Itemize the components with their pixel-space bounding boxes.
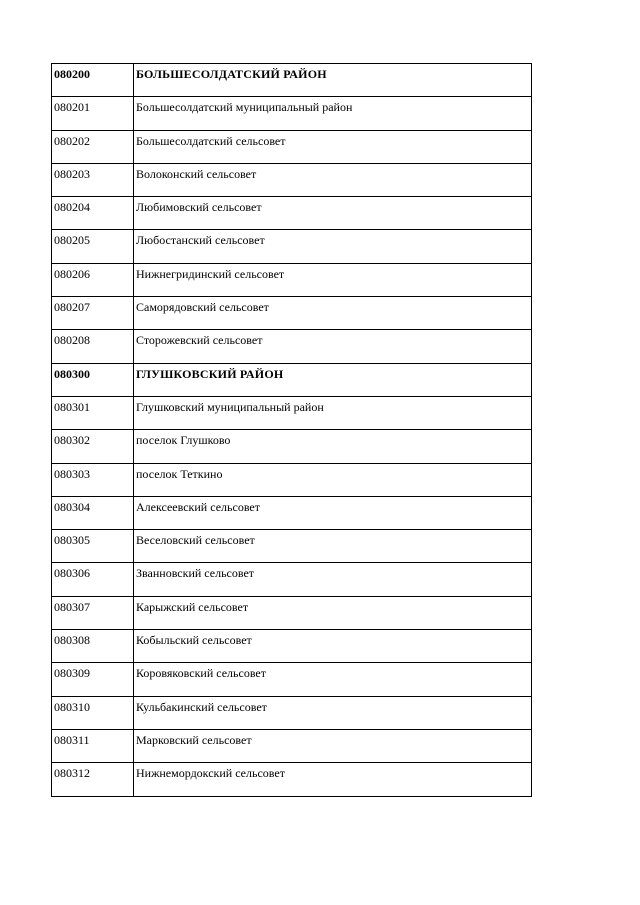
code-text: 080301 (54, 399, 90, 414)
code-text: 080202 (54, 133, 90, 148)
code-text: 080305 (54, 533, 90, 548)
code-cell (52, 729, 134, 762)
code-cell (52, 197, 134, 230)
table-row (52, 763, 532, 796)
table-row (52, 163, 532, 196)
code-text: 080303 (54, 466, 90, 481)
code-cell (52, 396, 134, 429)
name-text: поселок Глушково (136, 433, 231, 448)
name-cell (134, 263, 532, 296)
name-cell (134, 430, 532, 463)
name-cell (134, 363, 532, 396)
name-cell (134, 163, 532, 196)
name-text: Марковский сельсовет (136, 732, 252, 747)
section-header-row (52, 64, 532, 97)
name-cell (134, 696, 532, 729)
table-row (52, 263, 532, 296)
code-cell (52, 630, 134, 663)
name-text: Сторожевский сельсовет (136, 333, 263, 348)
name-text: Веселовский сельсовет (136, 533, 255, 548)
name-cell (134, 563, 532, 596)
code-cell (52, 563, 134, 596)
name-cell (134, 663, 532, 696)
code-cell (52, 330, 134, 363)
table-row (52, 696, 532, 729)
name-text: Большесолдатский муниципальный район (136, 100, 353, 115)
code-text: 080200 (54, 67, 90, 81)
name-cell (134, 297, 532, 330)
code-cell (52, 97, 134, 130)
code-cell (52, 263, 134, 296)
code-text: 080310 (54, 699, 90, 714)
code-text: 080206 (54, 266, 90, 281)
name-cell (134, 330, 532, 363)
table-row (52, 496, 532, 529)
table-row (52, 430, 532, 463)
name-text: Алексеевский сельсовет (136, 499, 260, 514)
table-row (52, 530, 532, 563)
code-cell (52, 363, 134, 396)
name-cell (134, 463, 532, 496)
code-text: 080304 (54, 499, 90, 514)
code-text: 080307 (54, 599, 90, 614)
name-cell (134, 630, 532, 663)
code-cell (52, 696, 134, 729)
name-text: Нижнегридинский сельсовет (136, 266, 285, 281)
code-cell (52, 64, 134, 97)
code-text: 080205 (54, 233, 90, 248)
name-cell (134, 763, 532, 796)
code-text: 080201 (54, 100, 90, 115)
name-cell (134, 97, 532, 130)
code-cell (52, 163, 134, 196)
name-text: Карыжский сельсовет (136, 599, 249, 614)
table-row (52, 663, 532, 696)
table-row (52, 97, 532, 130)
code-cell (52, 596, 134, 629)
name-text: Кобыльский сельсовет (136, 633, 252, 648)
name-cell (134, 396, 532, 429)
table-row (52, 230, 532, 263)
table-row (52, 463, 532, 496)
code-text: 080311 (54, 732, 90, 747)
name-text: ГЛУШКОВСКИЙ РАЙОН (136, 366, 284, 381)
table-row (52, 297, 532, 330)
table-row (52, 630, 532, 663)
name-cell (134, 197, 532, 230)
name-text: Волоконский сельсовет (136, 166, 257, 181)
table-row (52, 729, 532, 762)
table-row (52, 330, 532, 363)
name-text: поселок Теткино (136, 466, 223, 481)
code-text: 080312 (54, 766, 90, 781)
name-text: БОЛЬШЕСОЛДАТСКИЙ РАЙОН (136, 67, 327, 81)
code-cell (52, 430, 134, 463)
name-text: Коровяковский сельсовет (136, 666, 267, 681)
table-row (52, 197, 532, 230)
section-header-row (52, 363, 532, 396)
code-cell (52, 496, 134, 529)
code-cell (52, 463, 134, 496)
code-cell (52, 763, 134, 796)
name-text: Любимовский сельсовет (136, 200, 262, 215)
code-text: 080300 (54, 366, 90, 381)
code-text: 080207 (54, 300, 90, 315)
territory-code-table (51, 63, 532, 797)
code-cell (52, 297, 134, 330)
table-row (52, 596, 532, 629)
code-cell (52, 530, 134, 563)
name-text: Большесолдатский сельсовет (136, 133, 286, 148)
code-text: 080306 (54, 566, 90, 581)
table-row (52, 130, 532, 163)
table-row (52, 396, 532, 429)
name-cell (134, 64, 532, 97)
name-cell (134, 530, 532, 563)
table-row (52, 563, 532, 596)
name-text: Любостанский сельсовет (136, 233, 265, 248)
code-cell (52, 663, 134, 696)
code-cell (52, 230, 134, 263)
name-cell (134, 729, 532, 762)
name-cell (134, 496, 532, 529)
name-cell (134, 596, 532, 629)
code-text: 080308 (54, 633, 90, 648)
name-text: Нижнемордокский сельсовет (136, 766, 285, 781)
name-text: Глушковский муниципальный район (136, 399, 324, 414)
name-text: Саморядовский сельсовет (136, 300, 269, 315)
name-cell (134, 130, 532, 163)
name-text: Званновский сельсовет (136, 566, 255, 581)
name-text: Кульбакинский сельсовет (136, 699, 267, 714)
code-text: 080309 (54, 666, 90, 681)
code-text: 080302 (54, 433, 90, 448)
name-cell (134, 230, 532, 263)
code-text: 080204 (54, 200, 90, 215)
code-cell (52, 130, 134, 163)
code-text: 080203 (54, 166, 90, 181)
table-body (52, 64, 532, 797)
code-text: 080208 (54, 333, 90, 348)
